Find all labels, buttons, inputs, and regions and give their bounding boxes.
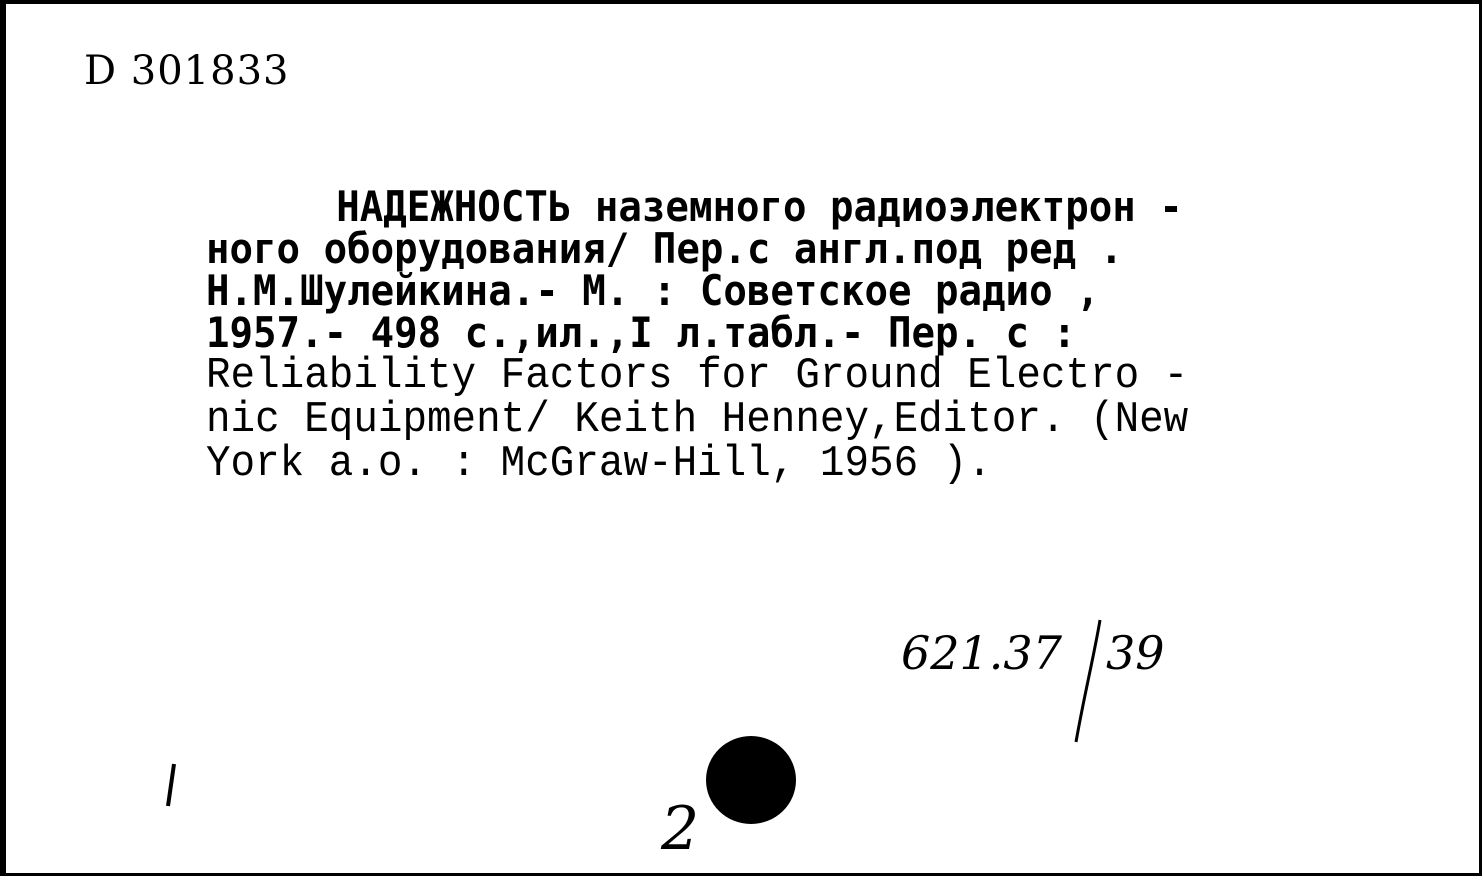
bibliographic-entry [206,182,1456,489]
entry-line: НАДЕЖНОСТЬ наземного радиоэлектрон - [336,182,1183,231]
punched-hole [706,736,796,824]
classification-number [901,626,1165,680]
handwritten-mark: 2 [661,794,700,864]
entry-line: 1957.- 498 с.,ил.,I л.табл.- Пер. с : [206,308,1077,357]
call-number: D 301833 [84,48,290,94]
pencil-tick [164,762,178,808]
entry-line: Reliability Factors for Ground Electro - [206,351,1189,401]
handwritten-slash [1066,616,1106,746]
entry-line: nic Equipment/ Keith Henney,Editor. (New [206,395,1189,445]
classification-suffix: 39 [1105,626,1165,680]
entry-line: York a.o. : McGraw-Hill, 1956 ). [206,439,992,489]
entry-line: ного оборудования/ Пер.с англ.под ред . [206,224,1124,273]
entry-line: Н.М.Шулейкина.- М. : Советское радио , [206,266,1100,315]
classification-main: 621.37 [901,626,1062,680]
